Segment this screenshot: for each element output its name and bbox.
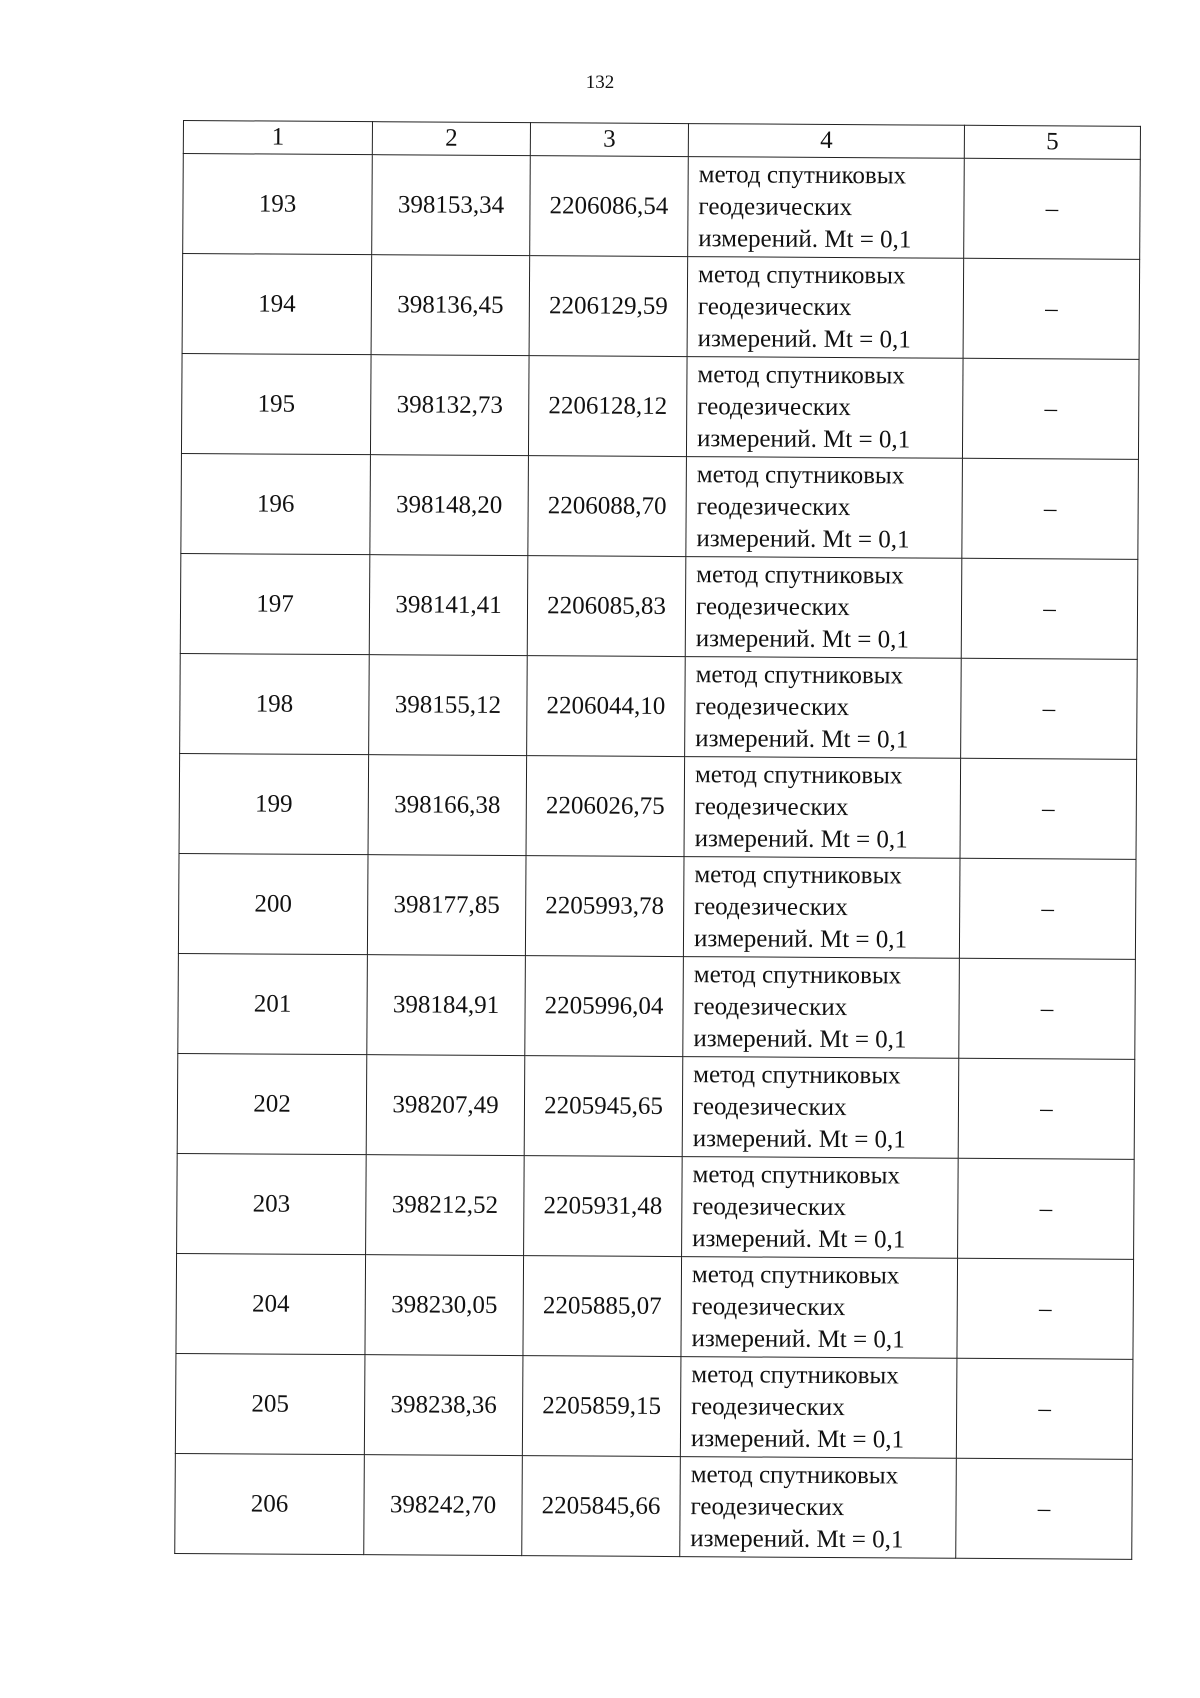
- method-line: геодезических: [697, 292, 852, 321]
- method-line: геодезических: [694, 792, 849, 821]
- point-number-cell: 202: [177, 1053, 367, 1154]
- y-coordinate-cell: 2205993,78: [525, 856, 684, 957]
- method-cell: [686, 357, 963, 459]
- point-number-cell: 196: [181, 453, 371, 554]
- method-cell: [683, 957, 960, 1059]
- method-cell: [682, 1057, 959, 1159]
- method-line: геодезических: [690, 1492, 845, 1521]
- y-coordinate-cell: 2206085,83: [527, 556, 686, 657]
- method-cell: [681, 1257, 958, 1359]
- method-line: измерений. Mt = 0,1: [697, 324, 911, 353]
- point-number-cell: 193: [183, 154, 373, 255]
- note-cell: –: [958, 1058, 1135, 1159]
- method-cell: [680, 1457, 957, 1559]
- note-cell: –: [962, 358, 1139, 459]
- method-cell: [683, 857, 960, 959]
- point-number-cell: 205: [175, 1353, 365, 1454]
- y-coordinate-cell: 2206129,59: [529, 256, 688, 357]
- method-cell: [684, 757, 961, 859]
- table-row: [180, 653, 1138, 759]
- method-line: метод спутниковых: [690, 1460, 899, 1489]
- note-cell: –: [962, 458, 1139, 559]
- table-row: [178, 953, 1136, 1059]
- method-line: измерений. Mt = 0,1: [698, 224, 912, 253]
- method-line: измерений. Mt = 0,1: [693, 924, 908, 953]
- method-line: метод спутниковых: [694, 860, 902, 889]
- table-row: [180, 553, 1138, 659]
- method-line: измерений. Mt = 0,1: [693, 1024, 907, 1053]
- method-line: метод спутниковых: [693, 960, 902, 989]
- point-number-cell: 194: [182, 254, 372, 355]
- method-line: измерений. Mt = 0,1: [690, 1524, 904, 1553]
- x-coordinate-cell: 398242,70: [364, 1455, 523, 1556]
- method-line: измерений. Mt = 0,1: [690, 1424, 905, 1453]
- table-row: [177, 1053, 1135, 1159]
- method-line: метод спутниковых: [695, 660, 904, 689]
- y-coordinate-cell: 2205945,65: [524, 1056, 683, 1157]
- method-line: метод спутниковых: [697, 360, 905, 389]
- table-row: [176, 1253, 1134, 1359]
- header-col-1: 1: [183, 121, 372, 155]
- note-cell: –: [961, 558, 1138, 659]
- note-cell: –: [963, 258, 1140, 359]
- table-row: [175, 1353, 1133, 1459]
- x-coordinate-cell: 398153,34: [372, 155, 531, 256]
- method-cell: [685, 657, 962, 759]
- point-number-cell: 199: [179, 753, 369, 854]
- table-row: [179, 753, 1137, 859]
- note-cell: –: [957, 1258, 1134, 1359]
- table-body: [175, 154, 1141, 1560]
- method-line: измерений. Mt = 0,1: [696, 524, 910, 553]
- point-number-cell: 198: [180, 653, 370, 754]
- method-line: метод спутниковых: [697, 260, 906, 289]
- table-row: [177, 1153, 1135, 1259]
- x-coordinate-cell: 398155,12: [369, 655, 528, 756]
- y-coordinate-cell: 2206044,10: [527, 656, 686, 757]
- method-line: метод спутниковых: [692, 1160, 901, 1189]
- method-line: измерений. Mt = 0,1: [694, 824, 908, 853]
- method-cell: [686, 457, 963, 559]
- header-col-2: 2: [372, 122, 530, 156]
- method-line: измерений. Mt = 0,1: [692, 1224, 906, 1253]
- method-cell: [688, 157, 965, 259]
- header-col-4: 4: [688, 124, 964, 159]
- x-coordinate-cell: 398230,05: [365, 1255, 524, 1356]
- y-coordinate-cell: 2205859,15: [522, 1356, 681, 1457]
- method-cell: [687, 257, 964, 359]
- note-cell: –: [956, 1458, 1133, 1559]
- method-line: метод спутниковых: [691, 1260, 900, 1289]
- method-line: геодезических: [696, 492, 851, 521]
- x-coordinate-cell: 398184,91: [367, 955, 526, 1056]
- method-line: метод спутниковых: [696, 560, 904, 589]
- method-line: измерений. Mt = 0,1: [692, 1124, 906, 1153]
- note-cell: –: [961, 658, 1138, 759]
- method-line: метод спутниковых: [696, 460, 905, 489]
- method-line: геодезических: [698, 192, 853, 221]
- y-coordinate-cell: 2206128,12: [528, 356, 687, 457]
- method-line: геодезических: [693, 992, 848, 1021]
- method-line: геодезических: [697, 392, 851, 421]
- method-line: геодезических: [691, 1292, 846, 1321]
- method-line: геодезических: [694, 892, 848, 921]
- method-cell: [685, 557, 962, 659]
- method-cell: [680, 1357, 957, 1459]
- method-line: измерений. Mt = 0,1: [695, 724, 909, 753]
- x-coordinate-cell: 398177,85: [367, 855, 526, 956]
- table-row: [183, 154, 1141, 260]
- note-cell: –: [964, 158, 1141, 259]
- x-coordinate-cell: 398166,38: [368, 755, 527, 856]
- point-number-cell: 201: [178, 953, 368, 1054]
- method-line: измерений. Mt = 0,1: [695, 624, 910, 653]
- x-coordinate-cell: 398212,52: [366, 1155, 525, 1256]
- point-number-cell: 197: [180, 553, 370, 654]
- x-coordinate-cell: 398148,20: [370, 455, 529, 556]
- x-coordinate-cell: 398207,49: [366, 1055, 525, 1156]
- method-line: измерений. Mt = 0,1: [696, 424, 911, 453]
- note-cell: –: [960, 758, 1137, 859]
- point-number-cell: 204: [176, 1253, 366, 1354]
- method-line: метод спутниковых: [693, 1060, 901, 1089]
- y-coordinate-cell: 2205885,07: [523, 1256, 682, 1357]
- table-row: [181, 353, 1139, 459]
- method-line: геодезических: [691, 1392, 845, 1421]
- note-cell: –: [958, 1158, 1135, 1259]
- x-coordinate-cell: 398136,45: [371, 255, 530, 356]
- y-coordinate-cell: 2205845,66: [522, 1456, 681, 1557]
- method-line: геодезических: [695, 592, 850, 621]
- note-cell: –: [956, 1358, 1133, 1459]
- table-row: [178, 853, 1136, 959]
- method-line: геодезических: [695, 692, 850, 721]
- coordinates-table: [174, 120, 1141, 1560]
- method-line: метод спутниковых: [691, 1360, 899, 1389]
- header-col-3: 3: [530, 123, 688, 157]
- y-coordinate-cell: 2205996,04: [525, 956, 684, 1057]
- x-coordinate-cell: 398238,36: [364, 1355, 523, 1456]
- method-line: измерений. Mt = 0,1: [691, 1324, 905, 1353]
- table-row: [181, 453, 1139, 559]
- method-line: метод спутниковых: [698, 160, 907, 189]
- method-line: метод спутниковых: [694, 760, 903, 789]
- note-cell: –: [959, 958, 1136, 1059]
- table-row: [182, 254, 1140, 360]
- y-coordinate-cell: 2206088,70: [528, 456, 687, 557]
- table-row: [175, 1453, 1133, 1559]
- page-number: 132: [585, 72, 615, 93]
- point-number-cell: 200: [178, 853, 368, 954]
- x-coordinate-cell: 398141,41: [369, 555, 528, 656]
- point-number-cell: 195: [181, 353, 371, 454]
- y-coordinate-cell: 2205931,48: [524, 1156, 683, 1257]
- method-cell: [682, 1157, 959, 1259]
- point-number-cell: 203: [177, 1153, 367, 1254]
- method-line: геодезических: [692, 1192, 847, 1221]
- x-coordinate-cell: 398132,73: [370, 355, 529, 456]
- y-coordinate-cell: 2206026,75: [526, 756, 685, 857]
- method-line: геодезических: [692, 1092, 847, 1121]
- header-col-5: 5: [964, 125, 1140, 159]
- point-number-cell: 206: [175, 1453, 365, 1554]
- y-coordinate-cell: 2206086,54: [530, 156, 689, 257]
- note-cell: –: [959, 858, 1136, 959]
